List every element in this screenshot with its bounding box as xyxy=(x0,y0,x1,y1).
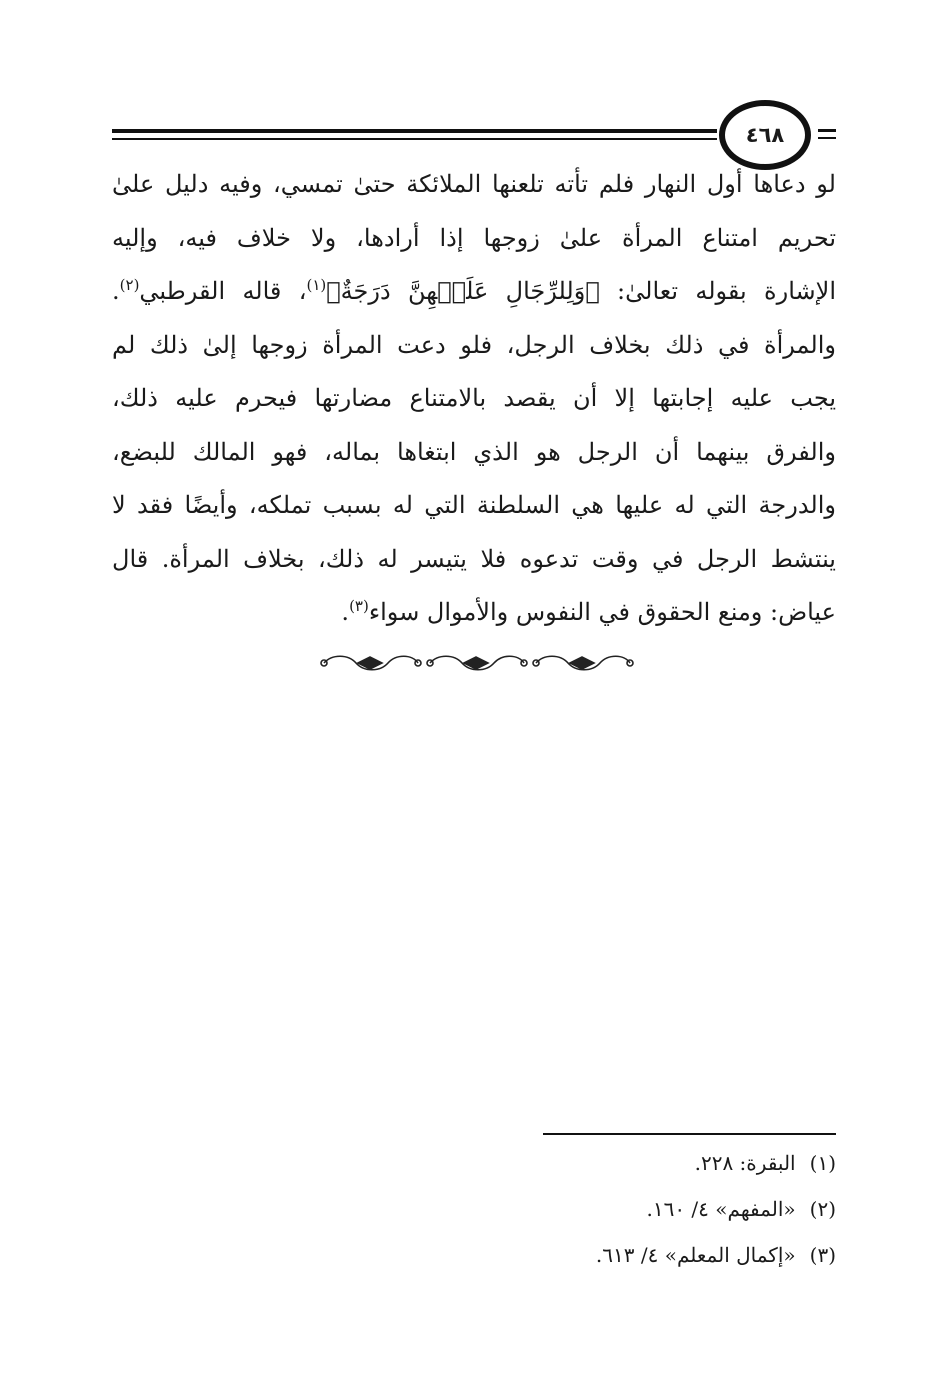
ornament-divider-icon xyxy=(318,648,636,678)
body-line: والمرأة في ذلك بخلاف الرجل، فلو دعت المرأة زوجها إلىٰ ذلك لم xyxy=(112,330,836,359)
body-line-text: . xyxy=(112,277,120,305)
footnote-item xyxy=(400,1232,836,1278)
footnote-number: (١) xyxy=(809,1151,836,1175)
footnote-text: «المفهم» ٤/ ١٦٠. xyxy=(646,1197,796,1221)
body-line-text: عياض: ومنع الحقوق في النفوس والأموال سواء xyxy=(368,598,836,626)
page-number: ٤٦٨ xyxy=(745,123,785,147)
header-rule-thin xyxy=(112,138,717,140)
body-line-text: ، قاله القرطبي xyxy=(139,277,307,305)
body-line: والفرق بينهما أن الرجل هو الذي ابتغاها بماله، فهو المالك للبضع، xyxy=(112,437,836,466)
footnote-ref[interactable]: (٣) xyxy=(349,597,369,615)
body-line-with-refs xyxy=(112,265,836,319)
header-rule-right-thick xyxy=(818,129,836,132)
body-text xyxy=(112,158,836,640)
footnotes xyxy=(400,1140,836,1278)
body-line: تحريم امتناع المرأة علىٰ زوجها إذا أرادها، ولا خلاف فيه، وإليه xyxy=(112,223,836,252)
footnote-item xyxy=(400,1140,836,1186)
body-line-with-refs xyxy=(112,586,836,640)
footnote-number: (٣) xyxy=(809,1243,836,1267)
header-rule-right-thin xyxy=(818,137,836,139)
footnote-ref[interactable]: (٢) xyxy=(119,276,140,294)
body-line-text: الإشارة بقوله تعالىٰ: ﴿وَلِلرِّجَالِ عَلَيۡهِنَّ دَرَجَةٌ﴾ xyxy=(326,277,836,305)
body-line: والدرجة التي له عليها هي السلطنة التي له بسبب تملكه، وأيضًا فقد لا xyxy=(112,491,836,519)
body-line-text: . xyxy=(341,598,350,626)
footnote-item xyxy=(400,1186,836,1232)
header-rule-thick xyxy=(112,129,717,133)
footnote-ref[interactable]: (١) xyxy=(306,276,327,294)
footnote-number: (٢) xyxy=(809,1197,836,1221)
footnote-text: «إكمال المعلم» ٤/ ٦١٣. xyxy=(595,1243,796,1267)
footnote-separator xyxy=(543,1133,836,1135)
body-line: لو دعاها أول النهار فلم تأته تلعنها الملائكة حتىٰ تمسي، وفيه دليل علىٰ xyxy=(112,170,836,198)
footnote-text: البقرة: ٢٢٨. xyxy=(694,1151,796,1175)
body-line: ينتشط الرجل في وقت تدعوه فلا يتيسر له ذلك، بخلاف المرأة. قال xyxy=(112,544,836,573)
body-line: يجب عليه إجابتها إلا أن يقصد بالامتناع مضارتها فيحرم عليه ذلك، xyxy=(112,384,836,412)
